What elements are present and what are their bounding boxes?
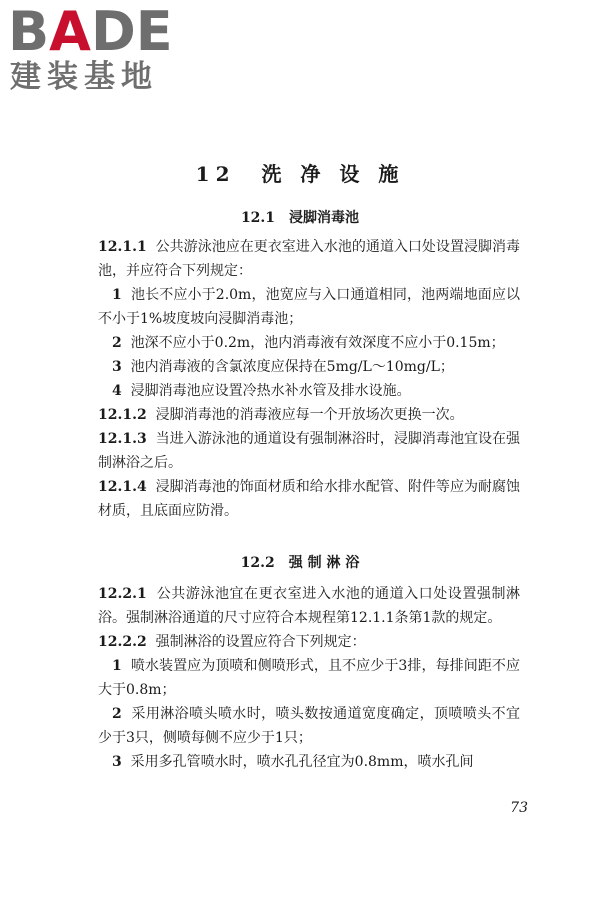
clause-item: 1 池长不应小于2.0m，池宽应与入口通道相同，池两端地面应以不小于1%坡度坡向浸脚消毒池； — [98, 287, 520, 327]
bade-logo — [8, 0, 188, 95]
clause-12-1-2: 12.1.2 浸脚消毒池的消毒液应每一个开放场次更换一次。 — [98, 407, 464, 423]
clause-12-2-1: 12.2.1 公共游泳池宜在更衣室进入水池的通道入口处设置强制淋浴。强制淋浴通道的尺寸应符合本规程第12.1.1条第1款的规定。 — [98, 586, 521, 626]
section-12-2-body — [98, 582, 520, 774]
section-title-12-2 — [0, 552, 600, 572]
clause-12-1-4: 12.1.4 浸脚消毒池的饰面材质和给水排水配管、附件等应为耐腐蚀材质，且底面应防滑。 — [98, 479, 521, 519]
clause-item: 3 池内消毒液的含氯浓度应保持在5mg/L～10mg/L； — [112, 359, 454, 375]
clause-12-1-3: 12.1.3 当进入游泳池的通道设有强制淋浴时，浸脚消毒池宜设在强制淋浴之后。 — [98, 431, 521, 471]
page-number: 73 — [510, 800, 528, 816]
section-number: 12.1 — [240, 210, 276, 226]
chapter-name: 洗 净 设 施 — [261, 162, 405, 186]
clause-item: 1 喷水装置应为顶喷和侧喷形式，且不应少于3排，每排间距不应大于0.8m； — [98, 658, 521, 698]
section-12-1-body — [98, 235, 520, 523]
clause-item: 2 池深不应小于0.2m，池内消毒液有效深度不应小于0.15m； — [112, 335, 505, 351]
clause-12-1-1: 12.1.1 公共游泳池应在更衣室进入水池的通道入口处设置浸脚消毒池，并应符合下列规定： — [98, 239, 521, 279]
clause-item: 4 浸脚消毒池应设置冷热水补水管及排水设施。 — [112, 383, 411, 399]
chapter-number: 12 — [195, 162, 236, 186]
section-name: 浸脚消毒池 — [289, 210, 360, 226]
clause-12-2-2: 12.2.2 强制淋浴的设置应符合下列规定： — [98, 634, 366, 650]
logo-wordmark: BADE — [8, 0, 173, 63]
section-title-12-1 — [0, 207, 600, 227]
logo-chinese-name: 建装基地 — [10, 59, 158, 95]
section-number: 12.2 — [240, 555, 275, 571]
chapter-title — [0, 158, 600, 187]
section-name: 强 制 淋 浴 — [288, 555, 360, 571]
clause-item: 2 采用淋浴喷头喷水时，喷头数按通道宽度确定，顶喷喷头不宜少于3只，侧喷每侧不应少于1只； — [98, 706, 521, 746]
clause-item: 3 采用多孔管喷水时，喷水孔孔径宜为0.8mm，喷水孔间 — [112, 754, 474, 770]
